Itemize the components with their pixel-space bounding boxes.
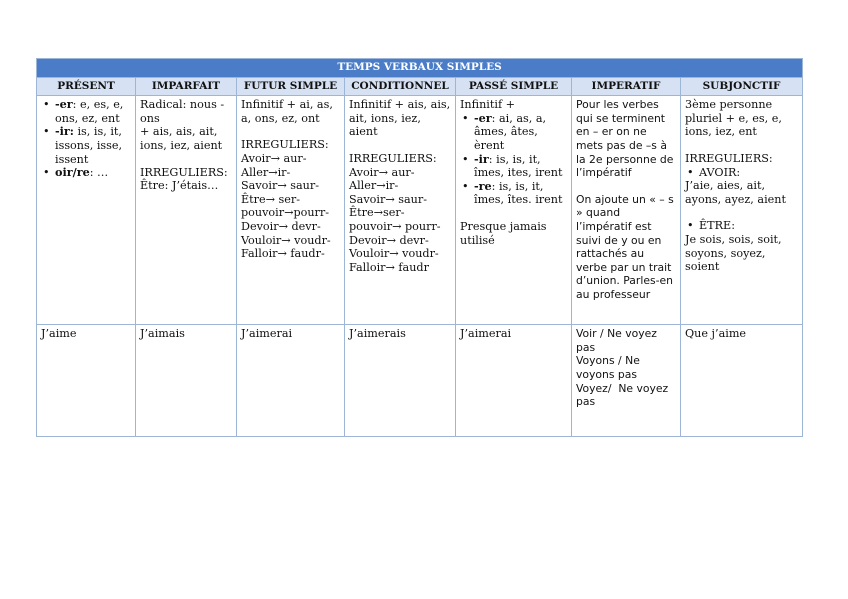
example-imparfait: J’aimais bbox=[136, 325, 237, 437]
header-conditionnel: CONDITIONNEL bbox=[345, 77, 456, 96]
list-item: • -re: is, is, it, îmes, îtes. irent bbox=[474, 180, 567, 207]
header-futur-simple: FUTUR SIMPLE bbox=[237, 77, 345, 96]
present-rules bbox=[37, 96, 136, 325]
example-imperatif: Voir / Ne voyez pas Voyons / Ne voyons pas Voyez/ Ne voyez pas bbox=[572, 325, 681, 437]
list-item: • -ir: is, is, it, issons, isse, issent bbox=[55, 125, 131, 166]
list-item: • -er: ai, as, a, âmes, âtes, èrent bbox=[474, 112, 567, 153]
list-item: • AVOIR: bbox=[699, 166, 798, 180]
example-futur: J’aimerai bbox=[237, 325, 345, 437]
example-subjonctif: Que j’aime bbox=[681, 325, 803, 437]
header-subjonctif: SUBJONCTIF bbox=[681, 77, 803, 96]
conditionnel-rules: Infinitif + ais, ais, ait, ions, iez, aient IRREGULIERS: Avoir→ aur- Aller→ir- Savoir→ saur- Être→ser- pouvoir→ pourr- Devoir→ devr- Vouloir→ voudr- Falloir→ faudr bbox=[345, 96, 456, 325]
imperatif-rules: Pour les verbes qui se terminent en – er on ne mets pas de –s à la 2e personne de l’impératif On ajoute un « – s » quand l’impératif est suivi de y ou en rattachés au verbe par un trait d’union. Parles-en au professeur bbox=[572, 96, 681, 325]
header-imparfait: IMPARFAIT bbox=[136, 77, 237, 96]
subjonctif-rules: 3ème personne pluriel + e, es, e, ions, iez, ent IRREGULIERS: • AVOIR: J’aie, aies, ait, ayons, ayez, aient • ÊTRE: Je sois, sois, soit, soyons, soyez, soient bbox=[681, 96, 803, 325]
verb-tenses-table bbox=[36, 58, 803, 437]
header-passe-simple: PASSÉ SIMPLE bbox=[456, 77, 572, 96]
example-passe-simple: J’aimerai bbox=[456, 325, 572, 437]
header-present: PRÉSENT bbox=[37, 77, 136, 96]
list-item: • ÊTRE: bbox=[699, 219, 798, 233]
passe-simple-rules: Infinitif + • -er: ai, as, a, âmes, âtes, èrent • -ir: is, is, it, îmes, ites, irent • -re: is, is, it, îmes, îtes. irent Presque jamais utilisé bbox=[456, 96, 572, 325]
imparfait-rules: Radical: nous -ons + ais, ais, ait, ions, iez, aient IRREGULIERS: Être: J’étais… bbox=[136, 96, 237, 325]
header-imperatif: IMPERATIF bbox=[572, 77, 681, 96]
table-title: TEMPS VERBAUX SIMPLES bbox=[37, 59, 803, 78]
example-conditionnel: J’aimerais bbox=[345, 325, 456, 437]
futur-rules: Infinitif + ai, as, a, ons, ez, ont IRREGULIERS: Avoir→ aur- Aller→ir- Savoir→ saur- Être→ ser- pouvoir→pourr- Devoir→ devr- Vouloir→ voudr- Falloir→ faudr- bbox=[237, 96, 345, 325]
list-item: • oir/re: … bbox=[55, 166, 131, 180]
list-item: • -ir: is, is, it, îmes, ites, irent bbox=[474, 153, 567, 180]
list-item: • -er: e, es, e, ons, ez, ent bbox=[55, 98, 131, 125]
example-present: J’aime bbox=[37, 325, 136, 437]
